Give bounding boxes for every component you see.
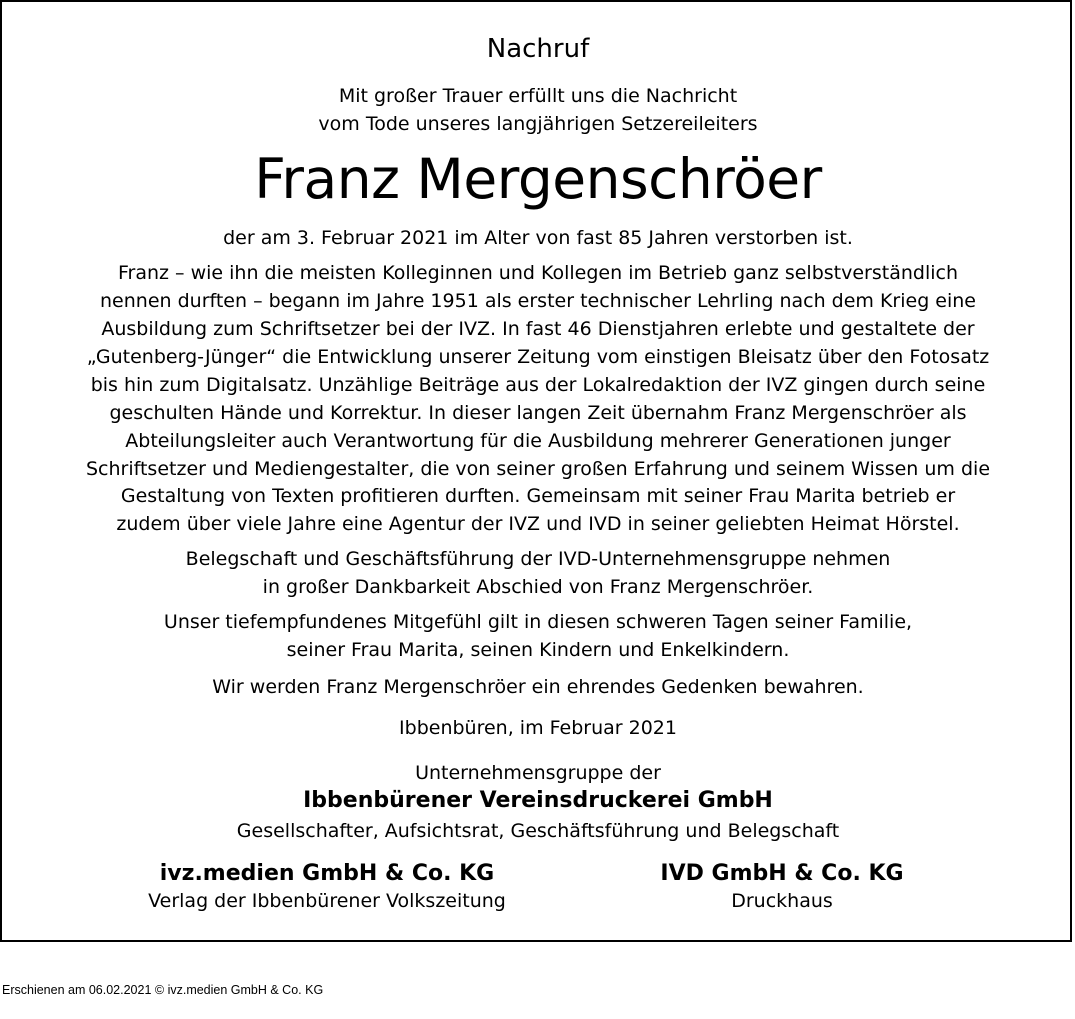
sympathy-line: seiner Frau Marita, seinen Kindern und Enkelkindern. (286, 639, 790, 661)
company-subtitle: Verlag der Ibbenbürener Volkszeitung (148, 890, 506, 912)
publication-footer: Erschienen am 06.02.2021 © ivz.medien GmbH & Co. KG (2, 983, 324, 997)
body-line: bis hin zum Digitalsatz. Unzählige Beiträge aus der Lokalredaktion der IVZ gingen durch seine (90, 374, 986, 396)
body-line: Schriftsetzer und Mediengestalter, die von seiner großen Erfahrung und seinem Wissen um die (85, 458, 991, 480)
company-name: ivz.medien GmbH & Co. KG (159, 861, 495, 886)
memory-line: Wir werden Franz Mergenschröer ein ehrendes Gedenken bewahren. (212, 676, 864, 698)
body-line: Franz – wie ihn die meisten Kolleginnen und Kollegen im Betrieb ganz selbstverständlich (118, 262, 958, 284)
body-line: Ausbildung zum Schriftsetzer bei der IVZ. In fast 46 Dienstjahren erlebte und gestaltete der (101, 318, 975, 340)
obituary-heading: Nachruf (486, 34, 590, 64)
company-name: IVD GmbH & Co. KG (660, 861, 904, 886)
group-name: Ibbenbürener Vereinsdruckerei GmbH (303, 788, 773, 813)
sympathy-line: Unser tiefempfundenes Mitgefühl gilt in diesen schweren Tagen seiner Familie, (163, 611, 913, 633)
company-block-ivd (592, 860, 972, 914)
body-line: Gestaltung von Texten profitieren durften. Gemeinsam mit seiner Frau Marita betrieb er (120, 485, 956, 507)
intro-line: Mit großer Trauer erfüllt uns die Nachricht (338, 85, 738, 107)
group-members: Gesellschafter, Aufsichtsrat, Geschäftsführung und Belegschaft (236, 820, 840, 842)
place-date: Ibbenbüren, im Februar 2021 (399, 717, 677, 739)
body-line: geschulten Hände und Korrektur. In dieser langen Zeit übernahm Franz Mergenschröer als (109, 402, 967, 424)
death-line: der am 3. Februar 2021 im Alter von fast 85 Jahren verstorben ist. (223, 227, 853, 249)
farewell-line: in großer Dankbarkeit Abschied von Franz Mergenschröer. (262, 576, 814, 598)
company-block-ivz (112, 860, 542, 914)
deceased-name: Franz Mergenschröer (254, 147, 822, 211)
body-line: Abteilungsleiter auch Verantwortung für die Ausbildung mehrerer Generationen junger (125, 430, 951, 452)
body-line: nennen durften – begann im Jahre 1951 als erster technischer Lehrling nach dem Krieg eine (100, 290, 976, 312)
company-subtitle: Druckhaus (731, 890, 833, 912)
group-intro: Unternehmensgruppe der (415, 762, 661, 784)
body-line: zudem über viele Jahre eine Agentur der IVZ und IVD in seiner geliebten Heimat Hörstel. (116, 513, 960, 535)
farewell-line: Belegschaft und Geschäftsführung der IVD-Unternehmensgruppe nehmen (185, 548, 891, 570)
body-line: „Gutenberg-Jünger“ die Entwicklung unserer Zeitung vom einstigen Bleisatz über den Fotosatz (86, 346, 990, 368)
intro-line: vom Tode unseres langjährigen Setzereileiters (318, 113, 758, 135)
